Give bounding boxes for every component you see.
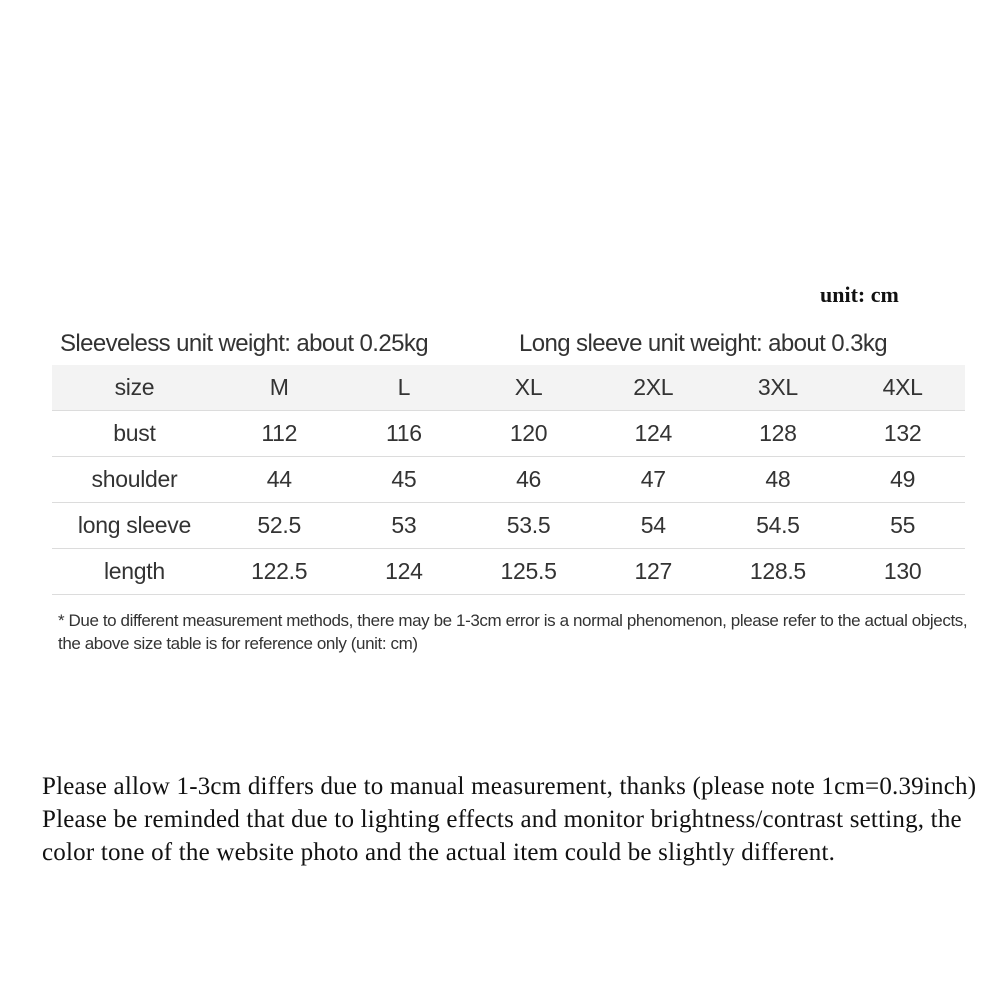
header-cell: 3XL xyxy=(716,365,841,411)
table-cell: 125.5 xyxy=(466,549,591,595)
table-cell: 53 xyxy=(342,503,467,549)
table-cell: 46 xyxy=(466,457,591,503)
table-row-bust xyxy=(52,411,965,457)
table-cell: 112 xyxy=(217,411,342,457)
table-cell: 124 xyxy=(591,411,716,457)
table-cell: 130 xyxy=(840,549,965,595)
table-cell: 52.5 xyxy=(217,503,342,549)
header-cell: size xyxy=(52,365,217,411)
table-row-length xyxy=(52,549,965,595)
table-header-row xyxy=(52,365,965,411)
table-cell: 122.5 xyxy=(217,549,342,595)
row-label: shoulder xyxy=(52,457,217,503)
table-row-long-sleeve xyxy=(52,503,965,549)
table-cell: 120 xyxy=(466,411,591,457)
long-sleeve-weight: Long sleeve unit weight: about 0.3kg xyxy=(519,330,888,357)
row-label: bust xyxy=(52,411,217,457)
measurement-footnote: * Due to different measurement methods, there may be 1-3cm error is a normal phenomenon, please refer to the actual objects, the above size table is for reference only (unit: cm) xyxy=(58,611,968,653)
table-cell: 127 xyxy=(591,549,716,595)
table-cell: 124 xyxy=(342,549,467,595)
size-table xyxy=(52,365,965,595)
table-cell: 47 xyxy=(591,457,716,503)
row-label: long sleeve xyxy=(52,503,217,549)
table-cell: 128.5 xyxy=(716,549,841,595)
table-cell: 44 xyxy=(217,457,342,503)
table-cell: 116 xyxy=(342,411,467,457)
table-cell: 54 xyxy=(591,503,716,549)
table-cell: 53.5 xyxy=(466,503,591,549)
measurement-notice: Please allow 1-3cm differs due to manual measurement, thanks (please note 1cm=0.39inch) Please be reminded that due to lighting effects and monitor brightness/contrast setting, the color tone of the website photo and the actual item could be slightly different. xyxy=(42,773,977,866)
table-row-shoulder xyxy=(52,457,965,503)
weight-info xyxy=(60,330,960,362)
header-cell: 2XL xyxy=(591,365,716,411)
table-cell: 128 xyxy=(716,411,841,457)
header-cell: 4XL xyxy=(840,365,965,411)
sleeveless-weight: Sleeveless unit weight: about 0.25kg xyxy=(60,330,428,357)
table-cell: 54.5 xyxy=(716,503,841,549)
row-label: length xyxy=(52,549,217,595)
table-cell: 48 xyxy=(716,457,841,503)
header-cell: L xyxy=(342,365,467,411)
table-cell: 45 xyxy=(342,457,467,503)
header-cell: M xyxy=(217,365,342,411)
table-cell: 49 xyxy=(840,457,965,503)
header-cell: XL xyxy=(466,365,591,411)
table-cell: 132 xyxy=(840,411,965,457)
table-cell: 55 xyxy=(840,503,965,549)
unit-label: unit: cm xyxy=(820,282,899,307)
